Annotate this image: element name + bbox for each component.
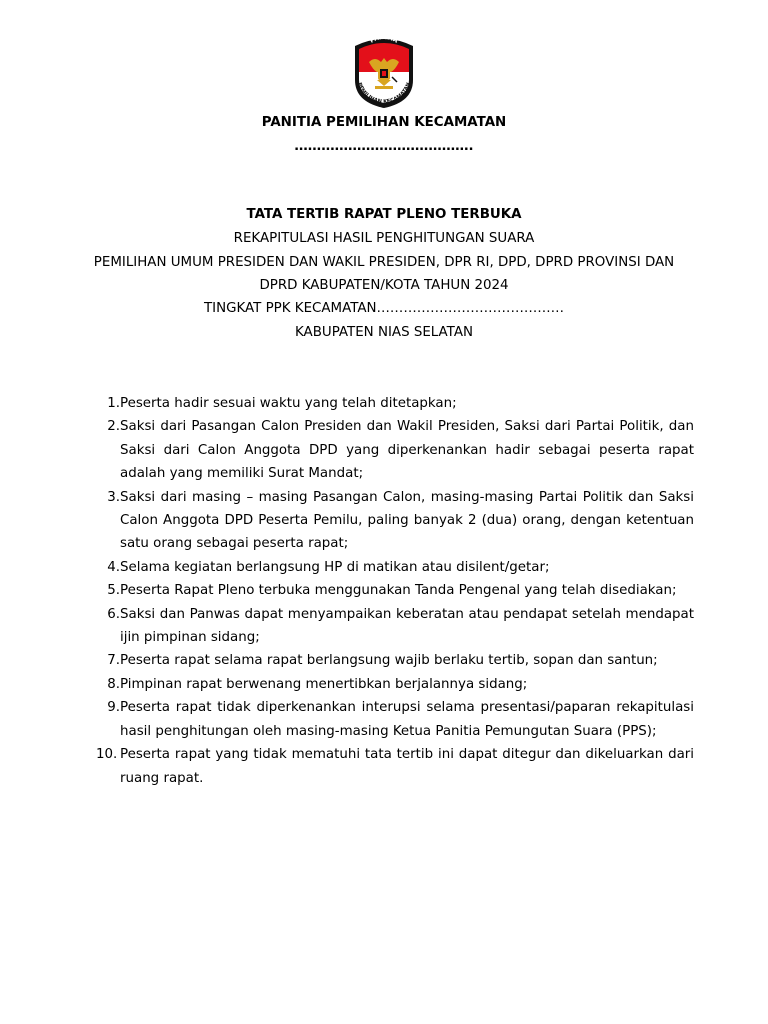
logo-bottom-text: PEMILIHAN KECAMATAN: [356, 81, 412, 106]
list-item: [86, 649, 694, 672]
list-item-number: 7.: [107, 653, 120, 669]
list-item: [86, 486, 694, 556]
list-item-text: Saksi dan Panwas dapat menyampaikan keberatan atau pendapat setelah mendapat ijin pimpinan sidang;: [120, 606, 694, 646]
subtitle-line-2: PEMILIHAN UMUM PRESIDEN DAN WAKIL PRESIDEN, DPR RI, DPD, DPRD PROVINSI DAN: [93, 255, 675, 270]
list-item-number: 1.: [107, 396, 120, 411]
list-item-text: Peserta rapat selama rapat berlangsung wajib berlaku tertib, sopan dan santun;: [120, 653, 658, 669]
list-item-text: Peserta hadir sesuai waktu yang telah ditetapkan;: [120, 396, 457, 411]
list-item: [86, 579, 694, 602]
list-item: [86, 743, 694, 790]
list-item-number: 5.: [107, 583, 120, 599]
subtitle-line-3: DPRD KABUPATEN/KOTA TAHUN 2024: [259, 278, 509, 293]
list-item-number: 3.: [107, 489, 120, 505]
list-item-number: 4.: [107, 559, 120, 575]
document-title: TATA TERTIB RAPAT PLENO TERBUKA: [246, 207, 522, 222]
list-item: [86, 603, 694, 650]
list-item: [86, 673, 694, 696]
list-item-text: Pimpinan rapat berwenang menertibkan berjalannya sidang;: [120, 676, 528, 692]
subtitle-line-5: KABUPATEN NIAS SELATAN: [295, 325, 473, 340]
logo-top-text: PANITIA: [368, 34, 400, 45]
list-item: [86, 696, 694, 743]
list-item-text: Saksi dari masing – masing Pasangan Calon, masing-masing Partai Politik dan Saksi Calon Anggota DPD Peserta Pemilu, paling banyak 2 (dua) orang, dengan ketentuan satu orang sebagai peserta rapat;: [120, 489, 694, 552]
list-item-text: Selama kegiatan berlangsung HP di matikan atau disilent/getar;: [120, 559, 550, 575]
list-item-number: 10.: [96, 747, 118, 763]
subtitle-line-1: REKAPITULASI HASIL PENGHITUNGAN SUARA: [233, 231, 535, 246]
list-item-text: Peserta rapat tidak diperkenankan interupsi selama presentasi/paparan rekapitulasi hasil penghitungan oleh masing-masing Ketua Panitia Pemungutan Suara (PPS);: [120, 700, 694, 739]
list-item-text: Peserta rapat yang tidak mematuhi tata tertib ini dapat ditegur dan dikeluarkan dari ruang rapat.: [120, 747, 694, 786]
org-heading: PANITIA PEMILIHAN KECAMATAN: [261, 115, 507, 130]
subtitle-line-4: TINGKAT PPK KECAMATAN……………………………………: [203, 301, 565, 316]
org-dots: ………………………………….: [294, 139, 474, 154]
list-item: [86, 415, 694, 485]
kpu-emblem-logo: [349, 34, 419, 110]
list-item: [86, 392, 694, 415]
list-item-text: Saksi dari Pasangan Calon Presiden dan Wakil Presiden, Saksi dari Partai Politik, dan Saksi dari Calon Anggota DPD yang diperkenankan hadir sebagai peserta rapat adalah yang memiliki Surat Mandat;: [120, 419, 694, 482]
list-item-number: 2.: [107, 419, 120, 435]
list-item-number: 6.: [107, 606, 120, 622]
list-item-number: 8.: [107, 676, 120, 692]
rules-list: [86, 392, 694, 790]
list-item-number: 9.: [107, 700, 120, 716]
list-item-text: Peserta Rapat Pleno terbuka menggunakan Tanda Pengenal yang telah disediakan;: [120, 583, 677, 599]
list-item: [86, 556, 694, 579]
